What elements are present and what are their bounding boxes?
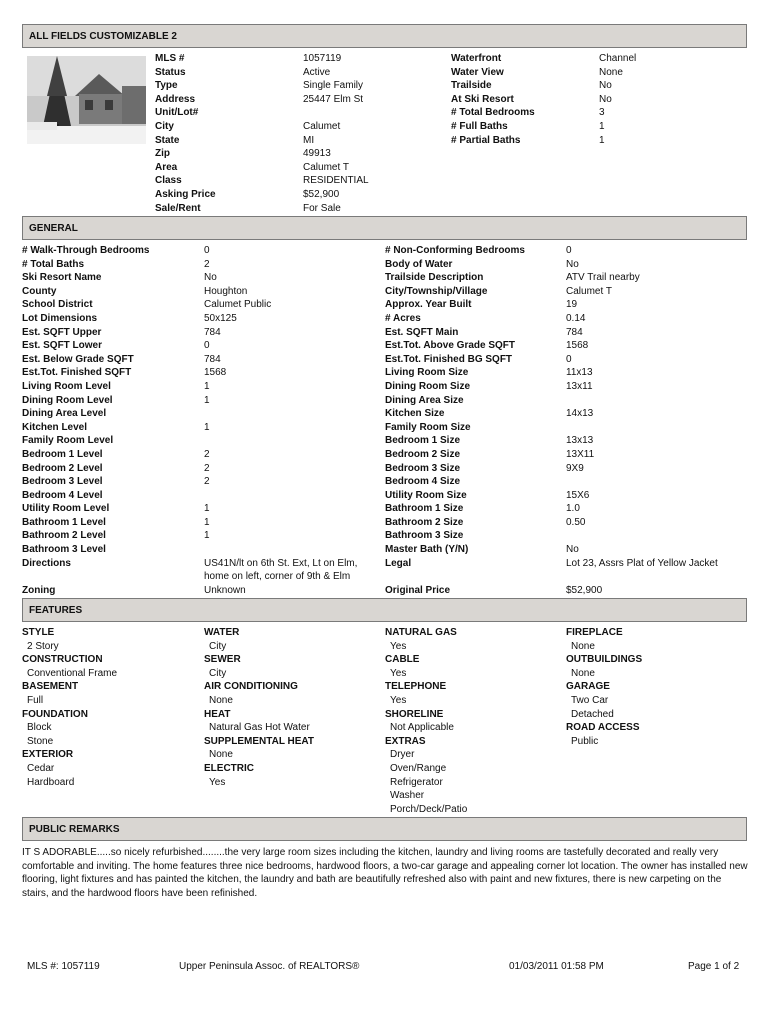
field-value: 1 <box>204 503 210 515</box>
feature-value: None <box>571 667 595 679</box>
section-title: GENERAL <box>29 223 78 234</box>
public-remarks-text: IT S ADORABLE.....so nicely refurbished........the very large room sizes including the kitchen, laundry and living rooms are tastefully decorated and really very comfortable and inviting. The home features three nice bedrooms, hardwood floors, a two-car garage and appealing corner lot location. The owner has installed new flooring, light fixtures and has painted the kitchen, the laundry and bath are beautifully refreshed also with paint and new fixtures, there is new carpeting on the stairs, and the hardwood floors have been refinished. <box>22 847 748 899</box>
field-label: Type <box>155 80 178 92</box>
feature-value: Full <box>27 694 44 706</box>
feature-heading: SUPPLEMENTAL HEAT <box>204 735 315 747</box>
field-value: 3 <box>599 107 605 119</box>
field-label: Est.Tot. Finished SQFT <box>22 367 132 379</box>
feature-value: Public <box>571 735 599 747</box>
field-label: State <box>155 134 180 146</box>
field-value: 1568 <box>204 367 227 379</box>
feature-heading: GARAGE <box>566 681 610 693</box>
section-header-main <box>22 24 747 48</box>
field-label: # Non-Conforming Bedrooms <box>385 245 525 256</box>
field-label: County <box>22 285 57 297</box>
field-value: 1568 <box>566 340 589 352</box>
field-label: Est.Tot. Above Grade SQFT <box>385 340 516 352</box>
feature-heading: TELEPHONE <box>385 681 447 693</box>
field-label: At Ski Resort <box>451 93 514 105</box>
field-value: 0 <box>204 340 210 352</box>
field-label: Est. SQFT Main <box>385 326 459 338</box>
field-label: Family Room Level <box>22 435 114 447</box>
legal-value: Lot 23, Assrs Plat of Yellow Jacket <box>566 557 718 569</box>
feature-heading: EXTRAS <box>385 735 426 747</box>
feature-value: Oven/Range <box>390 762 447 774</box>
general-right-labels <box>385 244 525 597</box>
field-value: 1 <box>204 380 210 392</box>
feature-heading: CABLE <box>385 654 420 666</box>
field-label: Approx. Year Built <box>385 299 472 311</box>
field-label: Bathroom 2 Size <box>385 516 464 528</box>
section-header-remarks <box>22 817 747 841</box>
field-value: None <box>599 66 623 78</box>
field-value <box>204 543 357 557</box>
field-value: 1 <box>204 530 210 542</box>
feature-value: None <box>209 749 233 761</box>
field-label: Status <box>155 66 186 78</box>
field-label: Bedroom 4 Level <box>22 489 103 501</box>
field-label: Utility Room Level <box>22 503 110 515</box>
field-value: 784 <box>204 353 221 365</box>
field-value: Channel <box>599 53 637 64</box>
field-value: Calumet Public <box>204 299 272 311</box>
field-label: Lot Dimensions <box>22 312 98 324</box>
field-label: # Total Bedrooms <box>451 107 535 119</box>
field-label: Zip <box>155 148 170 160</box>
feature-heading: NATURAL GAS <box>385 627 457 638</box>
features-column-1 <box>22 626 117 789</box>
field-label: Class <box>155 175 182 187</box>
field-label: Trailside Description <box>385 272 484 284</box>
field-value: ATV Trail nearby <box>566 272 640 284</box>
field-label: Bathroom 1 Size <box>385 503 464 515</box>
feature-value: Yes <box>390 640 407 652</box>
feature-value: Dryer <box>390 749 415 761</box>
feature-value: Block <box>27 722 52 734</box>
field-value: 2 <box>204 476 210 488</box>
feature-heading: FOUNDATION <box>22 708 88 720</box>
house-photo-image <box>27 56 146 144</box>
field-label: Unit/Lot# <box>155 107 199 119</box>
field-label: Trailside <box>451 80 492 92</box>
field-value <box>566 421 718 435</box>
field-value: No <box>599 80 612 92</box>
features-column-3 <box>385 626 467 816</box>
field-value <box>566 475 718 489</box>
field-label: Bedroom 1 Level <box>22 448 103 460</box>
zoning-value: Unknown <box>204 584 246 596</box>
feature-heading: CONSTRUCTION <box>22 654 103 666</box>
field-value: 1 <box>204 394 210 406</box>
field-value: 9X9 <box>566 462 584 474</box>
field-label: Directions <box>22 557 71 569</box>
features-column-4 <box>566 626 642 748</box>
field-value: MI <box>303 134 315 146</box>
field-value: 2 <box>204 258 210 270</box>
feature-heading: HEAT <box>204 708 231 720</box>
general-right-values <box>566 244 718 597</box>
section-title: FEATURES <box>29 605 83 616</box>
field-value: Houghton <box>204 285 248 297</box>
feature-value: Refrigerator <box>390 776 443 788</box>
field-label: Bedroom 4 Size <box>385 476 461 488</box>
field-label: Area <box>155 161 178 173</box>
field-label: MLS # <box>155 53 185 64</box>
field-value: 19 <box>566 299 578 311</box>
field-label: Bedroom 3 Size <box>385 462 461 474</box>
feature-value: Yes <box>209 776 226 788</box>
field-label: Bathroom 3 Size <box>385 530 464 542</box>
field-value: No <box>566 258 579 270</box>
field-value: Calumet T <box>303 161 349 173</box>
field-label: City/Township/Village <box>385 285 488 297</box>
field-value: 0.14 <box>566 312 586 324</box>
directions-value: US41N/lt on 6th St. Ext, Lt on Elm, <box>204 557 358 569</box>
feature-value: Two Car <box>571 694 609 706</box>
field-value: No <box>204 272 217 284</box>
section-title: PUBLIC REMARKS <box>29 824 120 835</box>
field-label: # Total Baths <box>22 258 85 270</box>
field-value: Calumet T <box>566 285 612 297</box>
field-label: Asking Price <box>155 188 216 200</box>
general-left-labels <box>22 244 149 597</box>
feature-value: Detached <box>571 708 614 720</box>
field-label: Living Room Size <box>385 367 469 379</box>
field-value: 11x13 <box>566 367 593 379</box>
field-label: Utility Room Size <box>385 489 467 501</box>
footer-page-number: Page 1 of 2 <box>688 961 740 972</box>
field-label: # Walk-Through Bedrooms <box>22 245 150 256</box>
feature-value: Cedar <box>27 762 55 774</box>
feature-value: None <box>209 694 233 706</box>
original-price-value: $52,900 <box>566 584 603 596</box>
feature-value: Porch/Deck/Patio <box>390 803 468 815</box>
field-value: No <box>599 93 612 105</box>
field-label: Dining Room Size <box>385 380 470 392</box>
field-value <box>566 529 718 543</box>
property-photo <box>27 56 146 144</box>
feature-heading: ELECTRIC <box>204 762 254 774</box>
field-value: 13X11 <box>566 448 595 460</box>
general-left-values <box>204 244 357 597</box>
summary-left-values <box>303 52 369 215</box>
field-value: 1 <box>599 120 605 132</box>
field-value: 14x13 <box>566 408 594 420</box>
field-value: Active <box>303 66 331 78</box>
section-title: ALL FIELDS CUSTOMIZABLE 2 <box>29 31 177 42</box>
field-value <box>566 394 718 408</box>
feature-value: Not Applicable <box>390 722 454 734</box>
feature-value: City <box>209 667 227 679</box>
footer-mls: MLS #: 1057119 <box>27 961 100 972</box>
field-label: Est. Below Grade SQFT <box>22 353 134 365</box>
feature-value: City <box>209 640 227 652</box>
feature-heading: STYLE <box>22 627 55 638</box>
field-label: # Partial Baths <box>451 134 521 146</box>
field-value: 2 <box>204 462 210 474</box>
field-value: 784 <box>204 326 221 338</box>
field-label: # Acres <box>385 312 421 324</box>
field-value <box>303 106 369 120</box>
feature-value: Natural Gas Hot Water <box>209 722 310 734</box>
field-label: Original Price <box>385 584 451 596</box>
field-label: Zoning <box>22 584 56 596</box>
field-value: 1 <box>204 421 210 433</box>
field-value: 1 <box>204 516 210 528</box>
field-label: Est. SQFT Upper <box>22 326 102 338</box>
feature-value: Yes <box>390 694 407 706</box>
field-label: Family Room Size <box>385 421 471 433</box>
section-header-features <box>22 598 747 622</box>
field-value: Single Family <box>303 80 364 92</box>
field-value: 49913 <box>303 148 331 160</box>
field-value: 50x125 <box>204 312 237 324</box>
field-value: 25447 Elm St <box>303 93 364 105</box>
field-value: 1 <box>599 134 605 146</box>
feature-value: Yes <box>390 667 407 679</box>
field-label: Waterfront <box>451 53 502 64</box>
field-value: 0 <box>566 353 572 365</box>
field-value: 15X6 <box>566 489 590 501</box>
feature-value: None <box>571 640 595 652</box>
field-label: Bathroom 3 Level <box>22 544 106 556</box>
field-label: Body of Water <box>385 258 453 270</box>
field-label: Bathroom 2 Level <box>22 530 106 542</box>
field-value: No <box>566 544 579 556</box>
field-label: Dining Area Size <box>385 394 464 406</box>
field-label: # Full Baths <box>451 120 508 132</box>
field-value: 1.0 <box>566 503 580 515</box>
field-label: Kitchen Level <box>22 421 88 433</box>
feature-heading: OUTBUILDINGS <box>566 654 643 666</box>
feature-value: Stone <box>27 735 54 747</box>
feature-heading: AIR CONDITIONING <box>204 681 298 693</box>
summary-right-labels <box>451 52 535 147</box>
field-label: Bathroom 1 Level <box>22 516 106 528</box>
features-column-2 <box>204 626 314 789</box>
field-value: 0 <box>566 245 572 256</box>
field-label: City <box>155 120 174 132</box>
summary-left-labels <box>155 52 216 215</box>
field-value: Calumet <box>303 120 341 132</box>
field-value: 13x11 <box>566 380 593 392</box>
field-value: 2 <box>204 448 210 460</box>
footer-organization: Upper Peninsula Assoc. of REALTORS® <box>179 961 360 972</box>
field-label: Bedroom 1 Size <box>385 435 461 447</box>
footer-datetime: 01/03/2011 01:58 PM <box>509 961 604 972</box>
field-value: 1057119 <box>303 53 342 64</box>
field-label: Water View <box>451 66 504 78</box>
directions-value-cont: home on left, corner of 9th & Elm <box>204 571 351 583</box>
field-value: $52,900 <box>303 188 340 200</box>
feature-heading: ROAD ACCESS <box>566 722 640 734</box>
field-value: 0 <box>204 245 210 256</box>
field-value <box>204 434 357 448</box>
field-label: Sale/Rent <box>155 202 201 214</box>
feature-value: Conventional Frame <box>27 667 118 679</box>
field-label: Ski Resort Name <box>22 272 102 284</box>
field-label: Dining Area Level <box>22 408 107 420</box>
field-label: Address <box>155 93 196 105</box>
feature-heading: SEWER <box>204 654 241 666</box>
field-value <box>204 489 357 503</box>
field-value: 784 <box>566 326 583 338</box>
field-label: Kitchen Size <box>385 408 445 420</box>
field-label: Est.Tot. Finished BG SQFT <box>385 353 513 365</box>
section-header-general <box>22 216 747 240</box>
feature-heading: FIREPLACE <box>566 627 623 638</box>
feature-heading: SHORELINE <box>385 708 444 720</box>
field-label: Bedroom 2 Size <box>385 448 461 460</box>
feature-heading: EXTERIOR <box>22 749 74 761</box>
field-value: 0.50 <box>566 516 586 528</box>
field-label: Dining Room Level <box>22 394 113 406</box>
feature-value: Washer <box>390 790 425 802</box>
field-value: For Sale <box>303 202 341 214</box>
feature-heading: BASEMENT <box>22 681 79 693</box>
field-value: 13x13 <box>566 435 594 447</box>
field-label: School District <box>22 299 93 311</box>
field-label: Est. SQFT Lower <box>22 340 103 352</box>
feature-value: 2 Story <box>27 640 59 652</box>
field-label: Master Bath (Y/N) <box>385 544 469 556</box>
summary-right-values <box>599 52 636 147</box>
field-value <box>204 407 357 421</box>
field-label: Legal <box>385 557 412 569</box>
field-label: Living Room Level <box>22 380 111 392</box>
field-label: Bedroom 3 Level <box>22 476 103 488</box>
feature-value: Hardboard <box>27 776 75 788</box>
field-label: Bedroom 2 Level <box>22 462 103 474</box>
feature-heading: WATER <box>204 627 240 638</box>
field-value: RESIDENTIAL <box>303 175 369 187</box>
